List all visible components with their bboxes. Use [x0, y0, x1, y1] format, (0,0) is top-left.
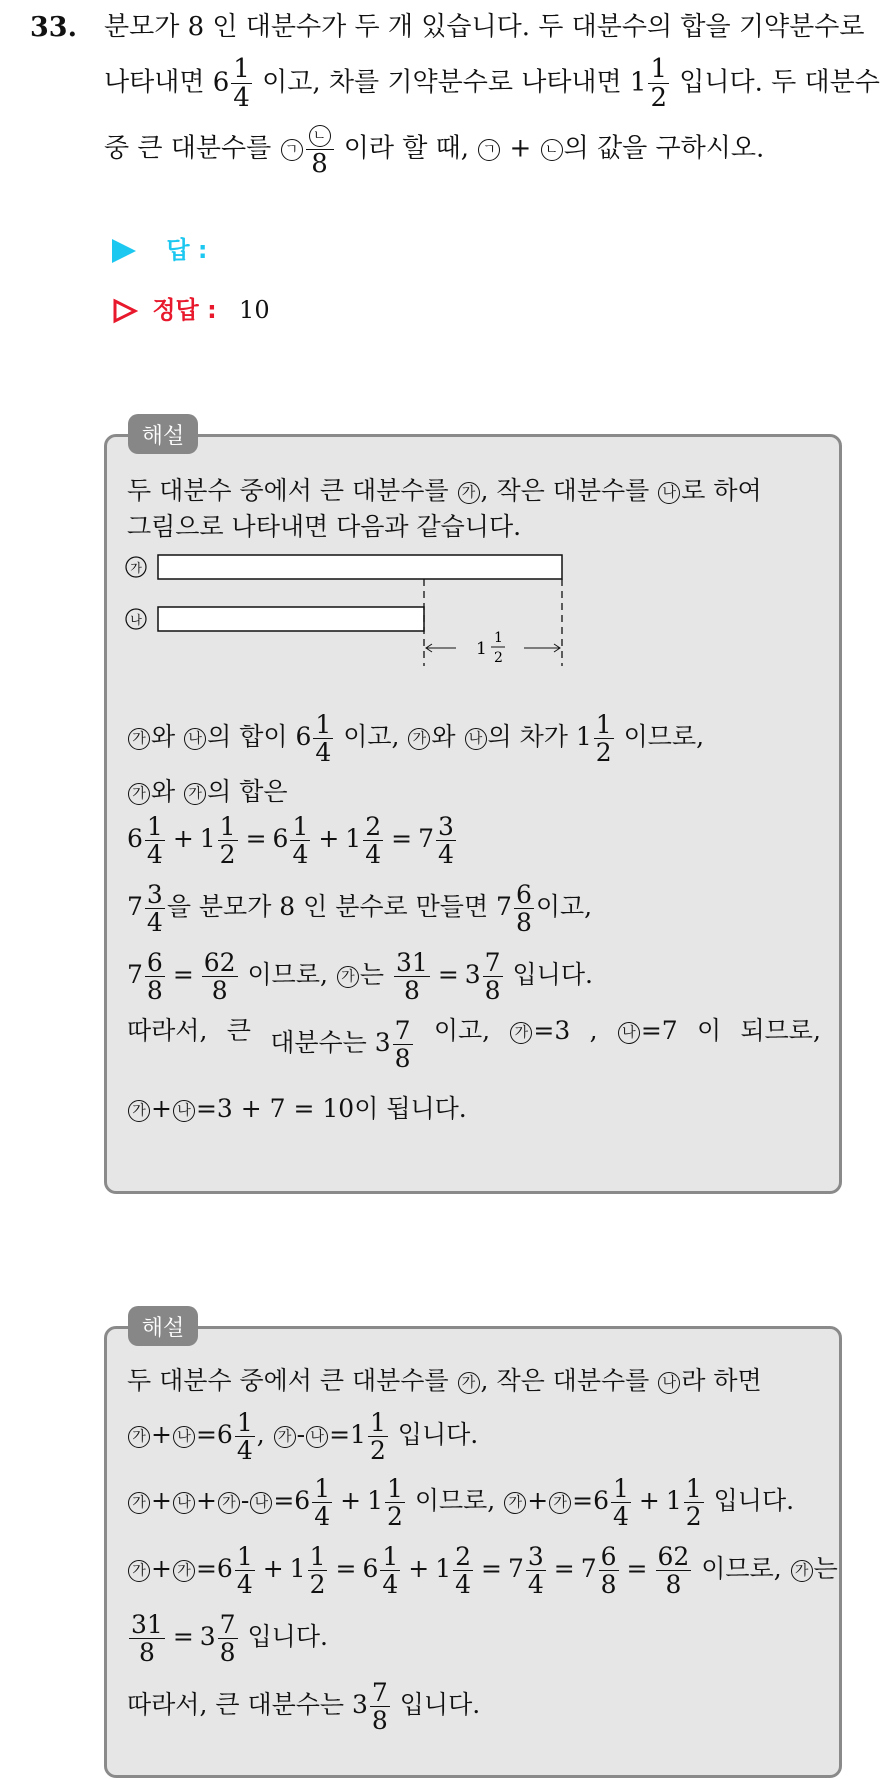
correct-answer-value: 10: [239, 296, 270, 324]
question-number: 33.: [30, 12, 77, 43]
circle-b-symbol: ㄴ: [309, 125, 331, 147]
solution2-line-2: 가 + 나 =6 $\frac{1}{4}$ , 가 - 나 =1 $\frac{1}{2}$ 입니다.: [127, 1410, 478, 1463]
fraction: $\frac{1}{4}$: [233, 54, 250, 113]
solution1-line-4: 가 와 가 의 합은: [127, 779, 288, 805]
solution1-line-8: 따라서, 큰 대분수는 3 $\frac{7}{8}$ 이고, 가 =3 , 나 =7 이 되므로,: [127, 1016, 821, 1073]
svg-text:2: 2: [494, 650, 503, 666]
solution2-line-1: 두 대분수 중에서 큰 대분수를 가 , 작은 대분수를 나 라 하면: [127, 1366, 762, 1395]
play-icon: [112, 239, 136, 263]
answer-row: [112, 230, 208, 265]
fraction: $\frac{1}{2}$: [650, 54, 668, 113]
solution2-line-4: 가 + 가 =6 $\frac{1}{4}$ + 1 $\frac{1}{2}$ = 6 $\frac{1}{4}$ + 1 $\frac{2}{4}$ = 7 $\frac{3}{4}$ = 7 $\frac{6}{8}$ = $\frac{62}{8}$ 이므로, 가 는: [127, 1544, 838, 1597]
solution2-line-3: 가 + 나 + 가 - 나 =6 $\frac{1}{4}$ + 1 $\frac{1}{2}$ 이므로, 가 + 가 =6 $\frac{1}{4}$ + 1 $\frac{1}{2}$ 입니다.: [127, 1476, 794, 1529]
solution2-line-6: 따라서, 큰 대분수는 3 $\frac{7}{8}$ 입니다.: [127, 1678, 481, 1735]
correct-answer-row: [112, 290, 270, 325]
correct-answer-label: 정답 :: [152, 296, 217, 324]
svg-text:가: 가: [130, 561, 142, 575]
solution1-line-2: 그림으로 나타내면 다음과 같습니다.: [127, 512, 522, 541]
question-line-1: 분모가 8 인 대분수가 두 개 있습니다. 두 대분수의 합을 기약분수로: [104, 12, 865, 42]
solution1-line-1: 두 대분수 중에서 큰 대분수를 가 , 작은 대분수를 나 로 하여: [127, 476, 762, 505]
answer-label: 답 :: [166, 236, 208, 264]
solution1-line-9: 가 + 나 =3 + 7 = 10이 됩니다.: [127, 1096, 467, 1122]
question-line-2: 나타내면 6 $\frac{1}{4}$ 이고, 차를 기약분수로 나타내면 1 $\frac{1}{2}$ 입니다. 두 대분수: [104, 54, 880, 113]
solution1-line-7: 7 $\frac{6}{8}$ = $\frac{62}{8}$ 이므로, 가 는 $\frac{31}{8}$ = 3 $\frac{7}{8}$ 입니다.: [127, 948, 593, 1005]
solution-tag-2: 해설: [128, 1306, 198, 1346]
circle-a-symbol: ㄱ: [281, 139, 303, 161]
svg-text:1: 1: [476, 639, 487, 659]
solution-tag-1: 해설: [128, 414, 198, 454]
svg-text:나: 나: [130, 613, 142, 627]
bar-diagram: [124, 548, 584, 672]
svg-text:1: 1: [494, 630, 503, 646]
solution2-line-5: $\frac{31}{8}$ = 3 $\frac{7}{8}$ 입니다.: [131, 1610, 328, 1667]
solution1-line-5: 6 $\frac{1}{4}$ + 1 $\frac{1}{2}$ = 6 $\frac{1}{4}$ + 1 $\frac{2}{4}$ = 7 $\frac{3}{4}$: [127, 812, 454, 869]
solution1-line-6: 7 $\frac{3}{4}$ 을 분모가 8 인 분수로 만들면 7 $\frac{6}{8}$ 이고,: [127, 880, 593, 937]
solution1-line-3: 가 와 나 의 합이 6 $\frac{1}{4}$ 이고, 가 와 나 의 차가 1 $\frac{1}{2}$ 이므로,: [127, 712, 704, 765]
question-line-3: 중 큰 대분수를 ㄱ $\frac{\text{ㄴ}}{8}$ 이라 할 때, ㄱ + ㄴ 의 값을 구하시오.: [104, 122, 764, 177]
outline-play-icon: [112, 298, 138, 324]
